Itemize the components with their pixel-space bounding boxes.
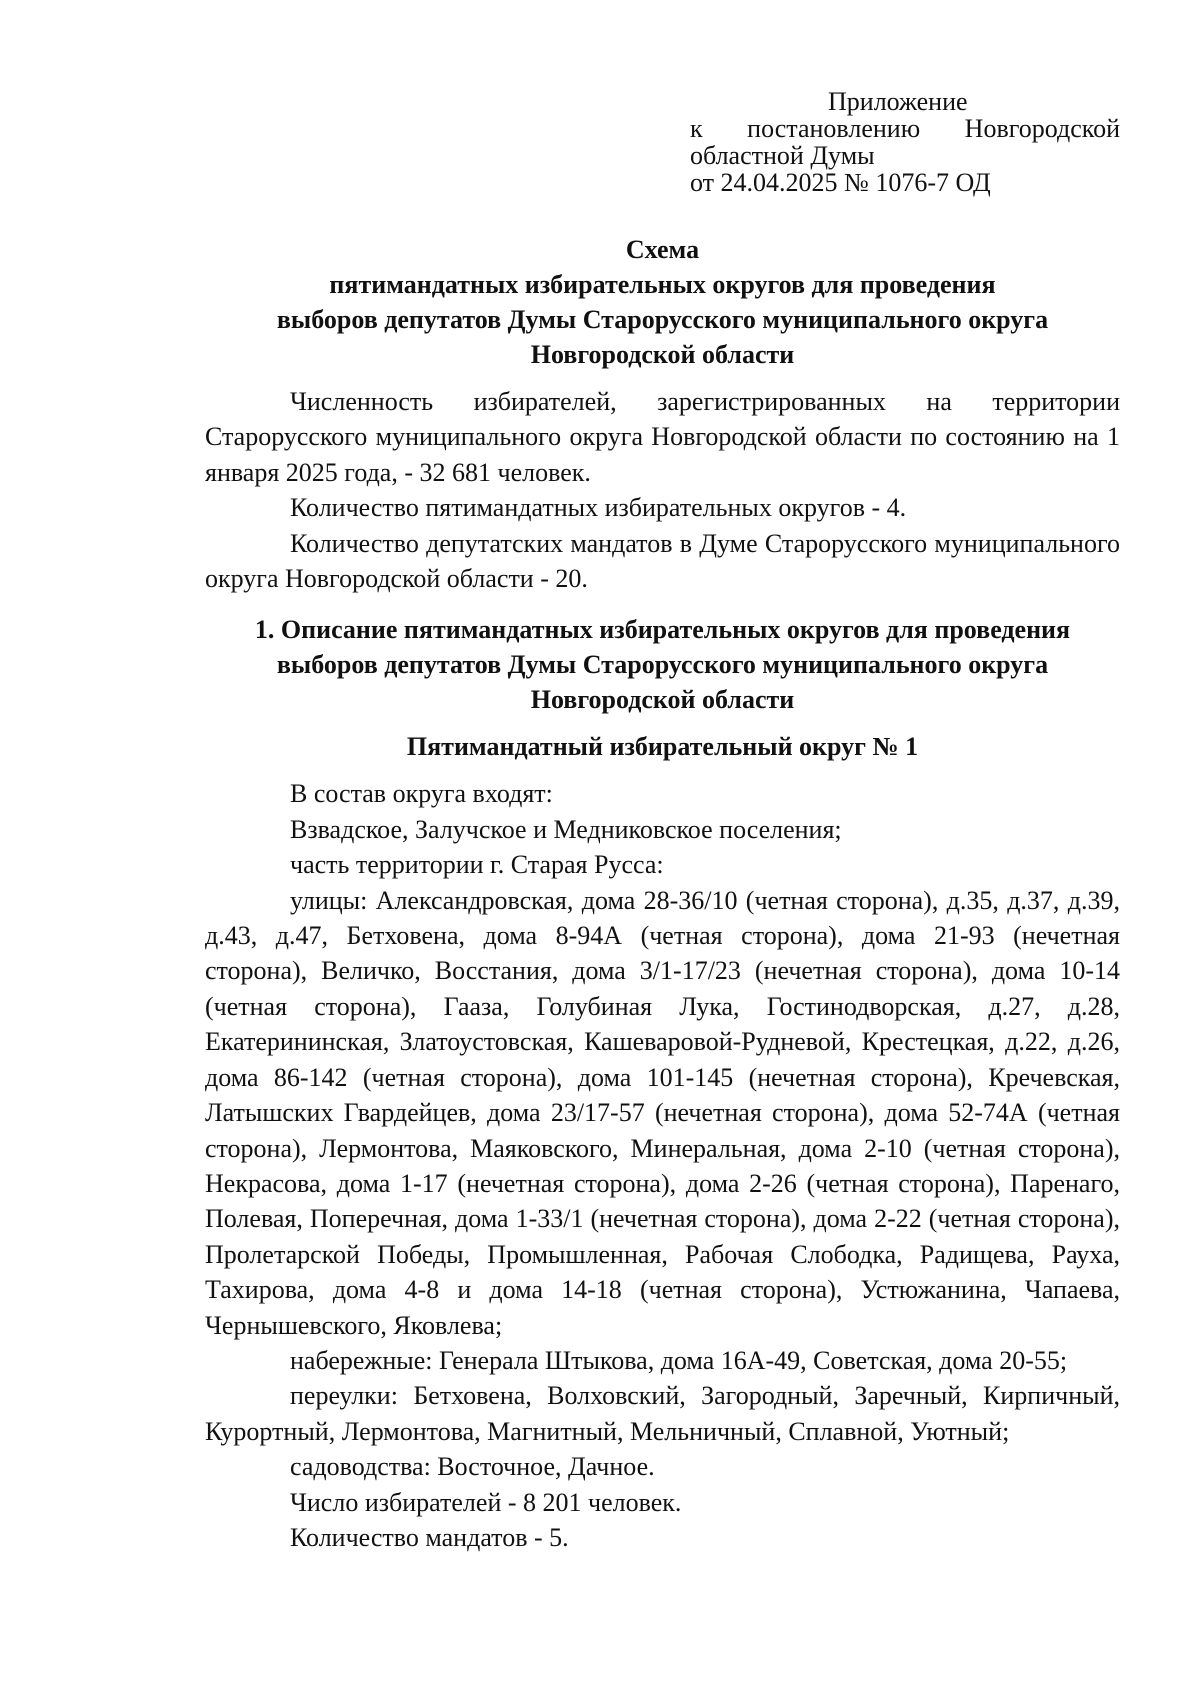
title-line-4: Новгородской области bbox=[530, 340, 795, 369]
district-1-settlements: Взвадское, Залучское и Медниковское поселения; bbox=[290, 814, 842, 844]
district-1-gardens: садоводства: Восточное, Дачное. bbox=[290, 1452, 655, 1482]
appendix-resolution: к постановлению Новгородской bbox=[690, 114, 1120, 143]
title-line-1: Схема bbox=[625, 235, 700, 264]
appendix-duma: областной Думы bbox=[690, 141, 875, 170]
district-1-streets: улицы: Александровская, дома 28-36/10 (четная сторона), д.35, д.37, д.39, д.43, д.47, Бетховена, дома 8-94А (четная сторона), дома 21-93 (нечетная сторона), Величко, Восстания, дома 3/1-17/23 (нечетная сторона), дома 10-14 (четная сторона), Гааза, Голубиная Лука, Гостинодворская, д.27, д.28, Екатерининская, Златоустовская, Кашеваровой-Рудневой, Крестецкая, д.22, д.26, дома 86-142 (четная сторона), дома 101-145 (нечетная сторона), Кречевская, Латышских Гвардейцев, дома 23/17-57 (нечетная сторона), дома 52-74А (четная сторона), Лермонтова, Маяковского, Минеральная, дома 2-10 (четная сторона), Некрасова, дома 1-17 (нечетная сторона), дома 2-26 (четная сторона), Паренаго, Полевая, Поперечная, дома 1-33/1 (нечетная сторона), дома 2-22 (четная сторона), Пролетарской Победы, Промышленная, Рабочая Слободка, Радищева, Рауха, Тахирова, дома 4-8 и дома 14-18 (четная сторона), Устюжанина, Чапаева, Чернышевского, Яковлева; bbox=[205, 885, 1120, 1340]
appendix-date-number: от 24.04.2025 № 1076-7 ОД bbox=[690, 168, 991, 197]
title-line-2: пятимандатных избирательных округов для проведения bbox=[329, 270, 996, 299]
document-title bbox=[205, 232, 1120, 372]
district-1-lanes: переулки: Бетховена, Волховский, Загородный, Заречный, Кирпичный, Курортный, Лермонтова, Магнитный, Мельничный, Сплавной, Уютный; bbox=[205, 1381, 1120, 1446]
intro-mandates: Количество депутатских мандатов в Думе Старорусского муниципального округа Новгородской области - 20. bbox=[205, 528, 1120, 594]
district-1-mandates: Количество мандатов - 5. bbox=[290, 1522, 569, 1552]
section-1-line-3: Новгородской области bbox=[530, 685, 795, 715]
intro-districts: Количество пятимандатных избирательных округов - 4. bbox=[290, 493, 907, 523]
title-line-3: выборов депутатов Думы Старорусского муниципального округа bbox=[276, 305, 1049, 334]
intro-voters: Численность избирателей, зарегистрированных на территории Старорусского муниципального округа Новгородской области по состоянию на 1 января 2025 года, - 32 681 человек. bbox=[205, 387, 1120, 487]
section-1-line-1: 1. Описание пятимандатных избирательных округов для проведения bbox=[254, 615, 1071, 645]
district-1-territory: часть территории г. Старая Русса: bbox=[290, 850, 664, 880]
section-1-line-2: выборов депутатов Думы Старорусского муниципального округа bbox=[276, 650, 1049, 680]
district-1-heading: Пятимандатный избирательный округ № 1 bbox=[406, 732, 919, 762]
district-1-voters: Число избирателей - 8 201 человек. bbox=[290, 1487, 682, 1517]
appendix-header bbox=[690, 88, 1120, 196]
appendix-label: Приложение bbox=[828, 87, 968, 116]
document-body bbox=[205, 232, 1120, 1555]
section-1-heading bbox=[205, 612, 1120, 717]
district-1-composition: В состав округа входят: bbox=[290, 779, 553, 809]
district-1-embankments: набережные: Генерала Штыкова, дома 16А-49, Советская, дома 20-55; bbox=[290, 1345, 1068, 1375]
